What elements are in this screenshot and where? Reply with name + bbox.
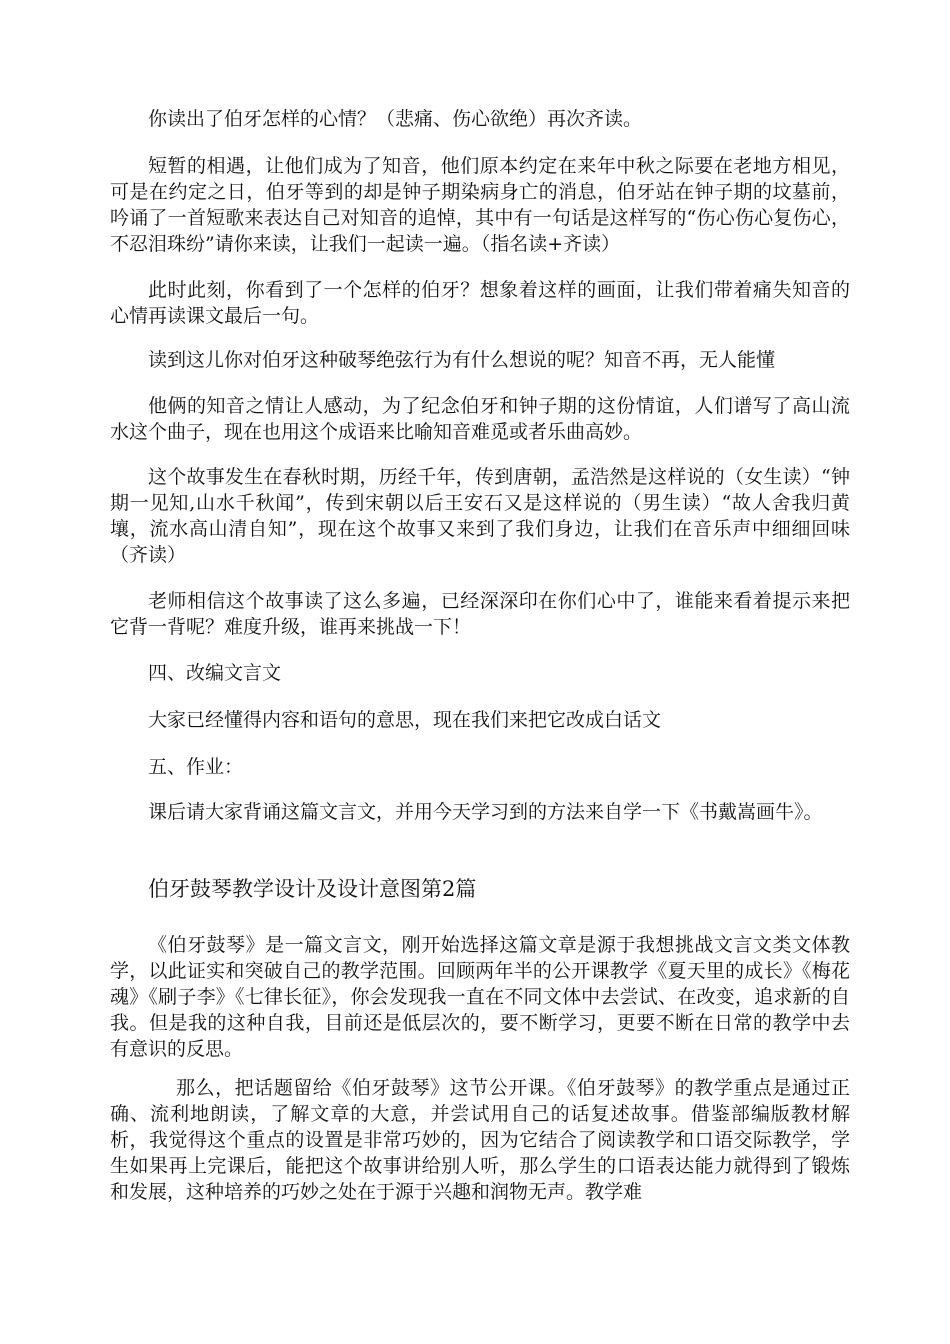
paragraph-high-mountain: 他俩的知音之情让人感动，为了纪念伯牙和钟子期的这份情谊，人们谱写了高山流水这个曲子，现在也用这个成语来比喻知音难觅或者乐曲高妙。 — [110, 395, 850, 443]
paragraph-lesson-focus: 那么，把话题留给《伯牙鼓琴》这节公开课。《伯牙鼓琴》的教学重点是通过正确、流利地朗读，了解文章的大意，并尝试用自己的话复述故事。借鉴部编版教材解析，我觉得这个重点的设置是非常巧妙的，因为它结合了阅读教学和口语交际教学，学生如果再上完课后，能把这个故事讲给别人听，那么学生的口语表达能力就得到了锻炼和发展，这种培养的巧妙之处在于源于兴趣和润物无声。教学难 — [110, 1077, 850, 1203]
paragraph-recite-challenge: 老师相信这个故事读了这么多遍，已经深深印在你们心中了，谁能来看着提示来把它背一背呢？难度升级，谁再来挑战一下！ — [110, 590, 850, 638]
paragraph-intro-essay: 《伯牙鼓琴》是一篇文言文，刚开始选择这篇文章是源于我想挑战文言文类文体教学，以此证实和突破自己的教学范围。回顾两年半的公开课教学《夏天里的成长》《梅花魂》《刷子李》《七律长征》，你会发现我一直在不同文体中去尝试、在改变，追求新的自我。但是我的这种自我，目前还是低层次的，要不断学习，更要不断在日常的教学中去有意识的反思。 — [110, 934, 850, 1060]
section-title: 伯牙鼓琴教学设计及设计意图第2篇 — [148, 877, 477, 901]
paragraph-story-history: 这个故事发生在春秋时期，历经千年，传到唐朝，孟浩然是这样说的（女生读）“钟期一见知,山水千秋闻”，传到宋朝以后王安石又是这样说的（男生读）“故人舍我归黄壤，流水高山清自知”，现在这个故事又来到了我们身边，让我们在音乐声中细细回味（齐读） — [110, 466, 850, 566]
paragraph-adapt-text: 大家已经懂得内容和语句的意思，现在我们来把它改成白话文 — [148, 709, 662, 731]
paragraph-adapt-heading: 四、改编文言文 — [148, 662, 282, 684]
paragraph-brief-meeting: 短暂的相遇，让他们成为了知音，他们原本约定在来年中秋之际要在老地方相见，可是在约定之日，伯牙等到的却是钟子期染病身亡的消息，伯牙站在钟子期的坟墓前，吟诵了一首短歌来表达自己对知音的追悼，其中有一句话是这样写的“伤心伤心复伤心，不忍泪珠纷”请你来读，让我们一起读一遍。（指名读+齐读） — [110, 155, 850, 255]
paragraph-this-moment: 此时此刻，你看到了一个怎样的伯牙？想象着这样的画面，让我们带着痛失知音的心情再读课文最后一句。 — [110, 279, 850, 327]
paragraph-homework-text: 课后请大家背诵这篇文言文，并用今天学习到的方法来自学一下《书戴嵩画牛》。 — [148, 801, 823, 823]
paragraph-breaking-qin: 读到这儿你对伯牙这种破琴绝弦行为有什么想说的呢？知音不再，无人能懂 — [148, 349, 776, 371]
paragraph-homework-heading: 五、作业： — [148, 756, 244, 778]
paragraph-reading-mood: 你读出了伯牙怎样的心情？（悲痛、伤心欲绝）再次齐读。 — [148, 108, 643, 130]
